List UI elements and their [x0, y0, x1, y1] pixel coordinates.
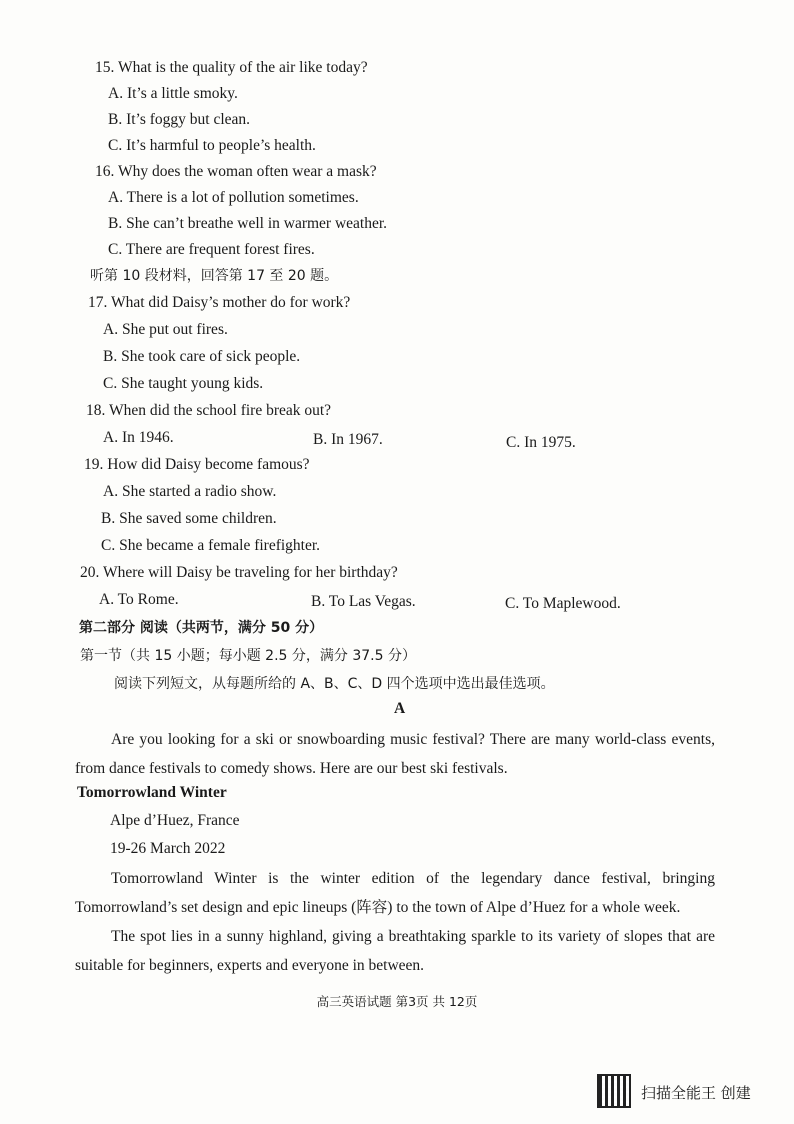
question-17: 17. What did Daisy’s mother do for work?: [88, 294, 351, 311]
festival-location: Alpe d’Huez, France: [110, 812, 240, 829]
part-two-title: 第二部分 阅读（共两节，满分 50 分）: [79, 620, 324, 636]
passage-paragraph-1: Tomorrowland Winter is the winter edition of the legendary dance festival, bringing Tomorrowland’s set design and epic lineups (阵容) to the town of Alpe d’Huez for a whole week.: [75, 870, 715, 916]
reading-instruction: 阅读下列短文，从每题所给的 A、B、C、D 四个选项中选出最佳选项。: [114, 676, 555, 692]
option-18a: A. In 1946.: [103, 429, 174, 446]
option-17a: A. She put out fires.: [103, 321, 228, 338]
option-15a: A. It’s a little smoky.: [108, 85, 238, 102]
option-17c: C. She taught young kids.: [103, 375, 264, 392]
section-10-instruction: 听第 10 段材料，回答第 17 至 20 题。: [90, 268, 339, 284]
question-16: 16. Why does the woman often wear a mask?: [95, 163, 377, 180]
question-20: 20. Where will Daisy be traveling for her birthday?: [80, 564, 398, 581]
passage-label: A: [394, 700, 406, 717]
option-20a: A. To Rome.: [99, 591, 179, 608]
option-19b: B. She saved some children.: [101, 510, 277, 527]
passage-intro: Are you looking for a ski or snowboarding music festival? There are many world-class events, from dance festivals to comedy shows. Here are our best ski festivals.: [75, 731, 715, 777]
option-20b: B. To Las Vegas.: [311, 593, 416, 610]
option-19c: C. She became a female firefighter.: [101, 537, 321, 554]
option-16a: A. There is a lot of pollution sometimes.: [108, 189, 359, 206]
question-15: 15. What is the quality of the air like today?: [95, 59, 368, 76]
qr-code-icon: [597, 1074, 631, 1108]
festival-dates: 19-26 March 2022: [110, 840, 226, 857]
question-19: 19. How did Daisy become famous?: [84, 456, 310, 473]
passage-paragraph-2: The spot lies in a sunny highland, giving a breathtaking sparkle to its variety of slopes that are suitable for beginners, experts and everyone in between.: [75, 928, 715, 974]
scanner-watermark: 扫描全能王 创建: [641, 1084, 751, 1102]
option-16b: B. She can’t breathe well in warmer weather.: [108, 215, 388, 232]
option-16c: C. There are frequent forest fires.: [108, 241, 315, 258]
section-one-title: 第一节（共 15 小题；每小题 2.5 分，满分 37.5 分）: [80, 648, 416, 664]
festival-heading: Tomorrowland Winter: [77, 784, 227, 801]
page-footer: 高三英语试题 第3页 共 12页: [316, 994, 478, 1009]
option-15c: C. It’s harmful to people’s health.: [108, 137, 316, 154]
option-17b: B. She took care of sick people.: [103, 348, 301, 365]
option-18c: C. In 1975.: [506, 434, 576, 451]
question-18: 18. When did the school fire break out?: [86, 402, 332, 419]
option-19a: A. She started a radio show.: [103, 483, 277, 500]
option-15b: B. It’s foggy but clean.: [108, 111, 251, 128]
option-20c: C. To Maplewood.: [505, 595, 621, 612]
option-18b: B. In 1967.: [313, 431, 383, 448]
